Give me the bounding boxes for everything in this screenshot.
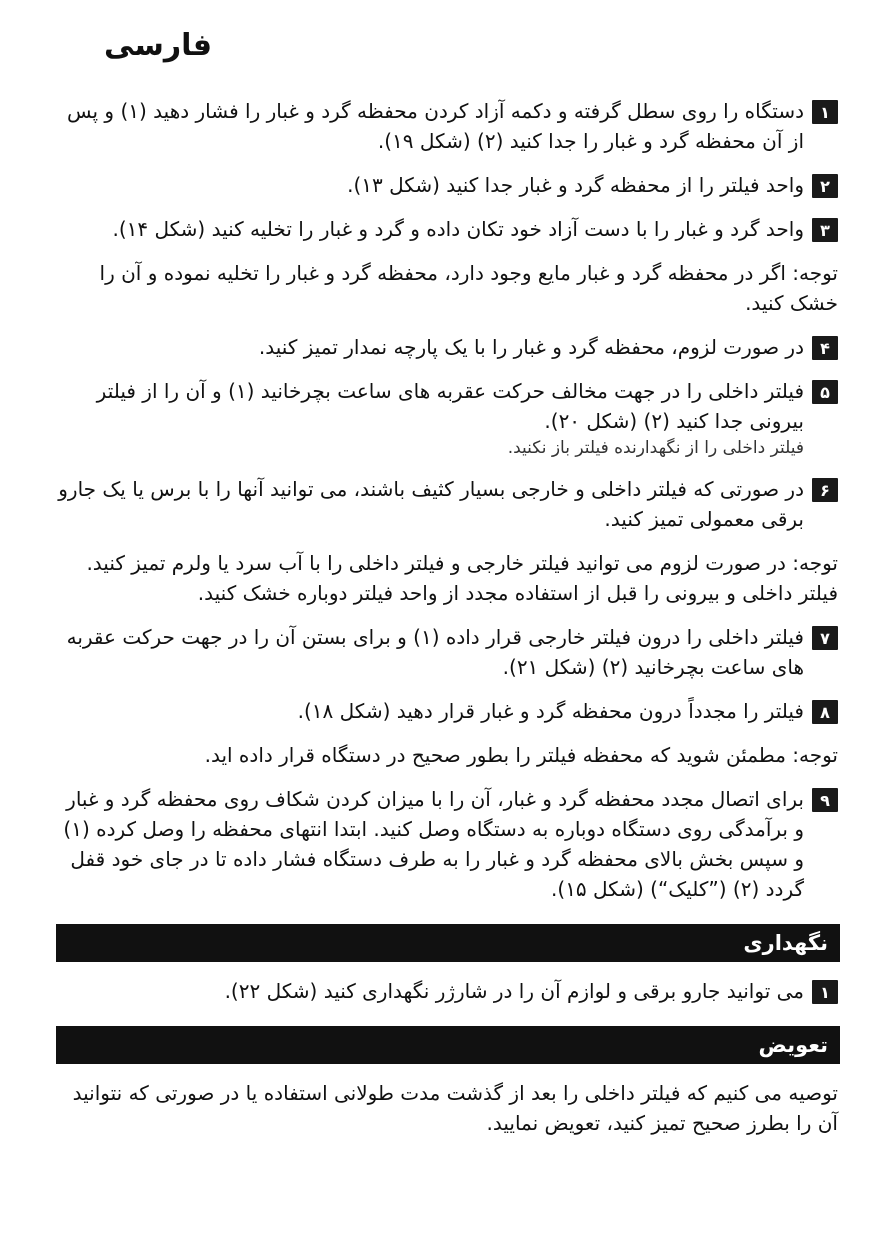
step-text: در صورت لزوم، محفظه گرد و غبار را با یک پارچه نمدار تمیز کنید.	[258, 335, 804, 359]
cleaning-instructions	[58, 96, 838, 1152]
step-text: فیلتر داخلی را درون فیلتر خارجی قرار داده (۱) و برای بستن آن را در جهت حرکت عقربه های ساعت بچرخانید (۲) (شکل ۲۱).	[66, 625, 804, 679]
step-3	[58, 214, 838, 244]
storage-step-1	[58, 976, 838, 1006]
replacement-text: توصیه می کنیم که فیلتر داخلی را بعد از گذشت مدت طولانی استفاده یا در صورتی که نتوانید آن را بطرز صحیح تمیز کنید، تعویض نمایید.	[72, 1081, 838, 1135]
step-number-badge: ۶	[812, 478, 838, 502]
step-9	[58, 784, 838, 904]
note-liquid: توجه: اگر در محفظه گرد و غبار مایع وجود دارد، محفظه گرد و غبار را تخلیه نموده و آن را خشک کنید.	[99, 261, 838, 315]
note-placement: توجه: مطمئن شوید که محفظه فیلتر را بطور صحیح در دستگاه قرار داده اید.	[204, 743, 838, 767]
section-heading-storage	[56, 924, 840, 962]
step-number-badge: ۷	[812, 626, 838, 650]
section-heading-label: نگهداری	[743, 931, 828, 955]
step-5	[58, 376, 838, 460]
step-subnote: فیلتر داخلی را از نگهدارنده فیلتر باز نکنید.	[507, 438, 804, 458]
section-heading-replacement	[56, 1026, 840, 1064]
step-text: دستگاه را روی سطل گرفته و دکمه آزاد کردن محفظه گرد و غبار را فشار دهید (۱) و پس از آن محفظه گرد و غبار را جدا کنید (۲) (شکل ۱۹).	[67, 99, 804, 153]
note-rinse: توجه: در صورت لزوم می توانید فیلتر خارجی و فیلتر داخلی را با آب سرد یا ولرم تمیز کنید. فیلتر داخلی و بیرونی را قبل از استفاده مجدد از واحد فیلتر دوباره خشک کنید.	[86, 551, 838, 605]
step-text: در صورتی که فیلتر داخلی و خارجی بسیار کثیف باشند، می توانید آنها را با برس یا یک جارو برقی معمولی تمیز کنید.	[58, 477, 804, 531]
step-8	[58, 696, 838, 726]
step-text: فیلتر را مجدداً درون محفظه گرد و غبار قرار دهید (شکل ۱۸).	[297, 699, 804, 723]
step-text: واحد گرد و غبار را با دست آزاد خود تکان داده و گرد و غبار را تخلیه کنید (شکل ۱۴).	[112, 217, 804, 241]
step-number-badge: ۳	[812, 218, 838, 242]
section-heading-label: تعویض	[758, 1033, 828, 1057]
step-7	[58, 622, 838, 682]
step-number-badge: ۲	[812, 174, 838, 198]
step-number-badge: ۱	[812, 100, 838, 124]
step-number-badge: ۱	[812, 980, 838, 1004]
step-body	[58, 376, 804, 460]
step-2	[58, 170, 838, 200]
step-1	[58, 96, 838, 156]
step-number-badge: ۴	[812, 336, 838, 360]
step-number-badge: ۹	[812, 788, 838, 812]
step-text: فیلتر داخلی را در جهت مخالف حرکت عقربه های ساعت بچرخانید (۱) و آن را از فیلتر بیرونی جدا کنید (۲) (شکل ۲۰).	[96, 379, 804, 433]
step-text: می توانید جارو برقی و لوازم آن را در شارژر نگهداری کنید (شکل ۲۲).	[224, 979, 804, 1003]
step-text: برای اتصال مجدد محفظه گرد و غبار، آن را با میزان کردن شکاف روی محفظه گرد و غبار و برآمدگی روی دستگاه دوباره به دستگاه وصل کنید. ابتدا انتهای محفظه را وصل کرده (۱) و سپس بخش بالای محفظه گرد و غبار را به طرف دستگاه فشار داده تا در جای خود قفل گردد (۲) (”کلیک“) (شکل ۱۵).	[63, 787, 804, 901]
page-title: فارسی	[104, 28, 213, 63]
step-text: واحد فیلتر را از محفظه گرد و غبار جدا کنید (شکل ۱۳).	[347, 173, 804, 197]
step-number-badge: ۵	[812, 380, 838, 404]
step-4	[58, 332, 838, 362]
step-number-badge: ۸	[812, 700, 838, 724]
step-6	[58, 474, 838, 534]
